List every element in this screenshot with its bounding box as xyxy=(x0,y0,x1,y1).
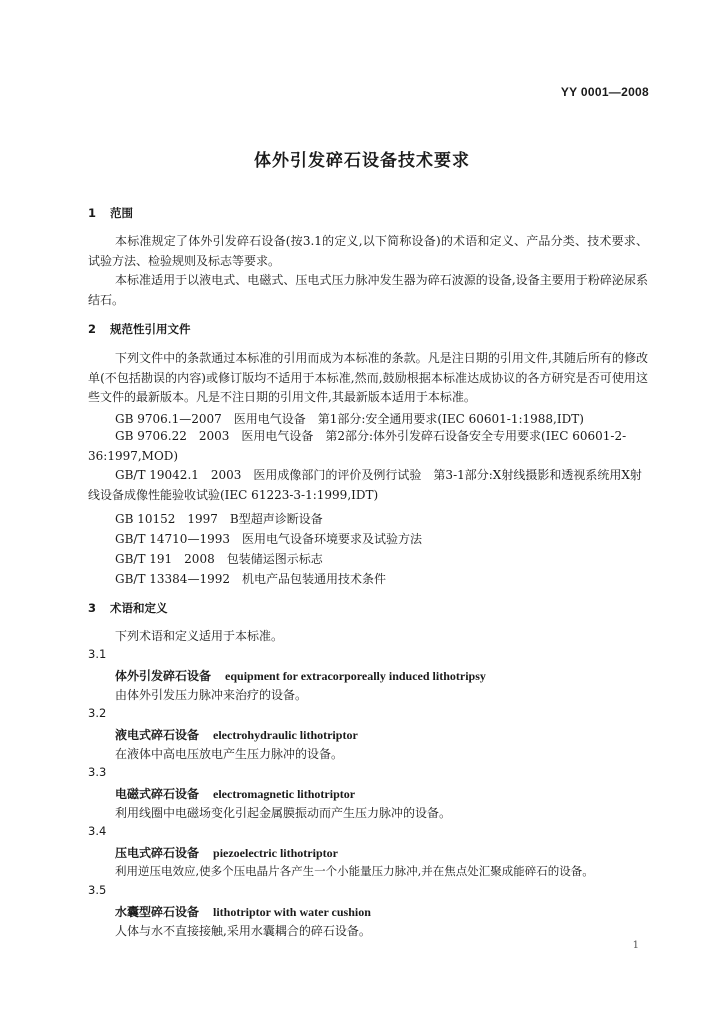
section-number: 1 xyxy=(88,206,97,220)
section-title: 范围 xyxy=(110,206,133,220)
reference-item: GB/T 13384—1992 机电产品包装通用技术条件 xyxy=(115,572,386,586)
section-2-intro: 下列文件中的条款通过本标准的引用而成为本标准的条款。凡是注日期的引用文件,其随后所有的修改单(不包括勘误的内容)或修订版均不适用于本标准,然而,鼓励根据本标准达成协议的各方研究是否可使用这些文件的最新版本。凡是不注日期的引用文件,其最新版本适用于本标准。 xyxy=(88,351,648,404)
section-3-intro: 下列术语和定义适用于本标准。 xyxy=(115,629,284,643)
term-heading xyxy=(115,844,338,861)
section-3-heading xyxy=(88,600,168,616)
term-chinese: 液电式碎石设备 xyxy=(115,728,200,742)
reference-item: GB/T 14710—1993 医用电气设备环境要求及试验方法 xyxy=(115,532,422,546)
section-title: 术语和定义 xyxy=(110,601,168,615)
term-chinese: 电磁式碎石设备 xyxy=(115,787,200,801)
term-definition: 在液体中高电压放电产生压力脉冲的设备。 xyxy=(115,747,344,761)
document-title: 体外引发碎石设备技术要求 xyxy=(254,151,470,171)
term-chinese: 压电式碎石设备 xyxy=(115,846,200,860)
term-english: piezoelectric lithotriptor xyxy=(213,846,338,860)
term-number: 3.4 xyxy=(88,824,107,838)
section-number: 3 xyxy=(88,601,97,615)
reference-item: GB 9706.1—2007 医用电气设备 第1部分:安全通用要求(IEC 60601-1:1988,IDT) xyxy=(115,412,584,426)
term-english: lithotriptor with water cushion xyxy=(213,905,371,919)
term-heading xyxy=(115,785,355,802)
term-definition: 人体与水不直接接触,采用水囊耦合的碎石设备。 xyxy=(115,924,371,938)
page-number: 1 xyxy=(632,940,639,951)
term-definition: 利用线圈中电磁场变化引起金属膜振动而产生压力脉冲的设备。 xyxy=(115,806,452,820)
term-number: 3.2 xyxy=(88,706,107,720)
reference-item: GB/T 19042.1 2003 医用成像部门的评价及例行试验 第3-1部分:X射线摄影和透视系统用X射线设备成像性能验收试验(IEC 61223-3-1:1999,IDT) xyxy=(88,468,642,502)
term-number: 3.1 xyxy=(88,647,107,661)
standard-code: YY 0001—2008 xyxy=(560,85,649,99)
reference-item: GB 9706.22 2003 医用电气设备 第2部分:体外引发碎石设备安全专用要求(IEC 60601-2-36:1997,MOD) xyxy=(88,429,627,463)
term-definition: 利用逆压电效应,使多个压电晶片各产生一个小能量压力脉冲,并在焦点处汇聚成能碎石的设备。 xyxy=(115,864,594,878)
term-chinese: 体外引发碎石设备 xyxy=(115,669,212,683)
term-number: 3.5 xyxy=(88,883,107,897)
term-heading xyxy=(115,903,371,920)
section-1-paragraph-1: 本标准规定了体外引发碎石设备(按3.1的定义,以下简称设备)的术语和定义、产品分类、技术要求、试验方法、检验规则及标志等要求。 xyxy=(88,234,648,268)
term-english: electromagnetic lithotriptor xyxy=(213,787,356,801)
term-english: electrohydraulic lithotriptor xyxy=(213,728,358,742)
section-1-heading xyxy=(88,205,133,221)
term-heading xyxy=(115,726,358,743)
section-2-heading xyxy=(88,321,191,337)
section-title: 规范性引用文件 xyxy=(110,322,191,336)
reference-item: GB 10152 1997 B型超声诊断设备 xyxy=(115,512,323,526)
section-number: 2 xyxy=(88,322,97,336)
section-1-paragraph-2: 本标准适用于以液电式、电磁式、压电式压力脉冲发生器为碎石波源的设备,设备主要用于粉碎泌尿系结石。 xyxy=(88,273,648,307)
term-definition: 由体外引发压力脉冲来治疗的设备。 xyxy=(115,688,308,702)
term-number: 3.3 xyxy=(88,765,107,779)
term-heading xyxy=(115,667,486,684)
term-english: equipment for extracorporeally induced lithotripsy xyxy=(225,669,486,683)
reference-item: GB/T 191 2008 包装储运图示标志 xyxy=(115,552,323,566)
term-chinese: 水囊型碎石设备 xyxy=(115,905,200,919)
